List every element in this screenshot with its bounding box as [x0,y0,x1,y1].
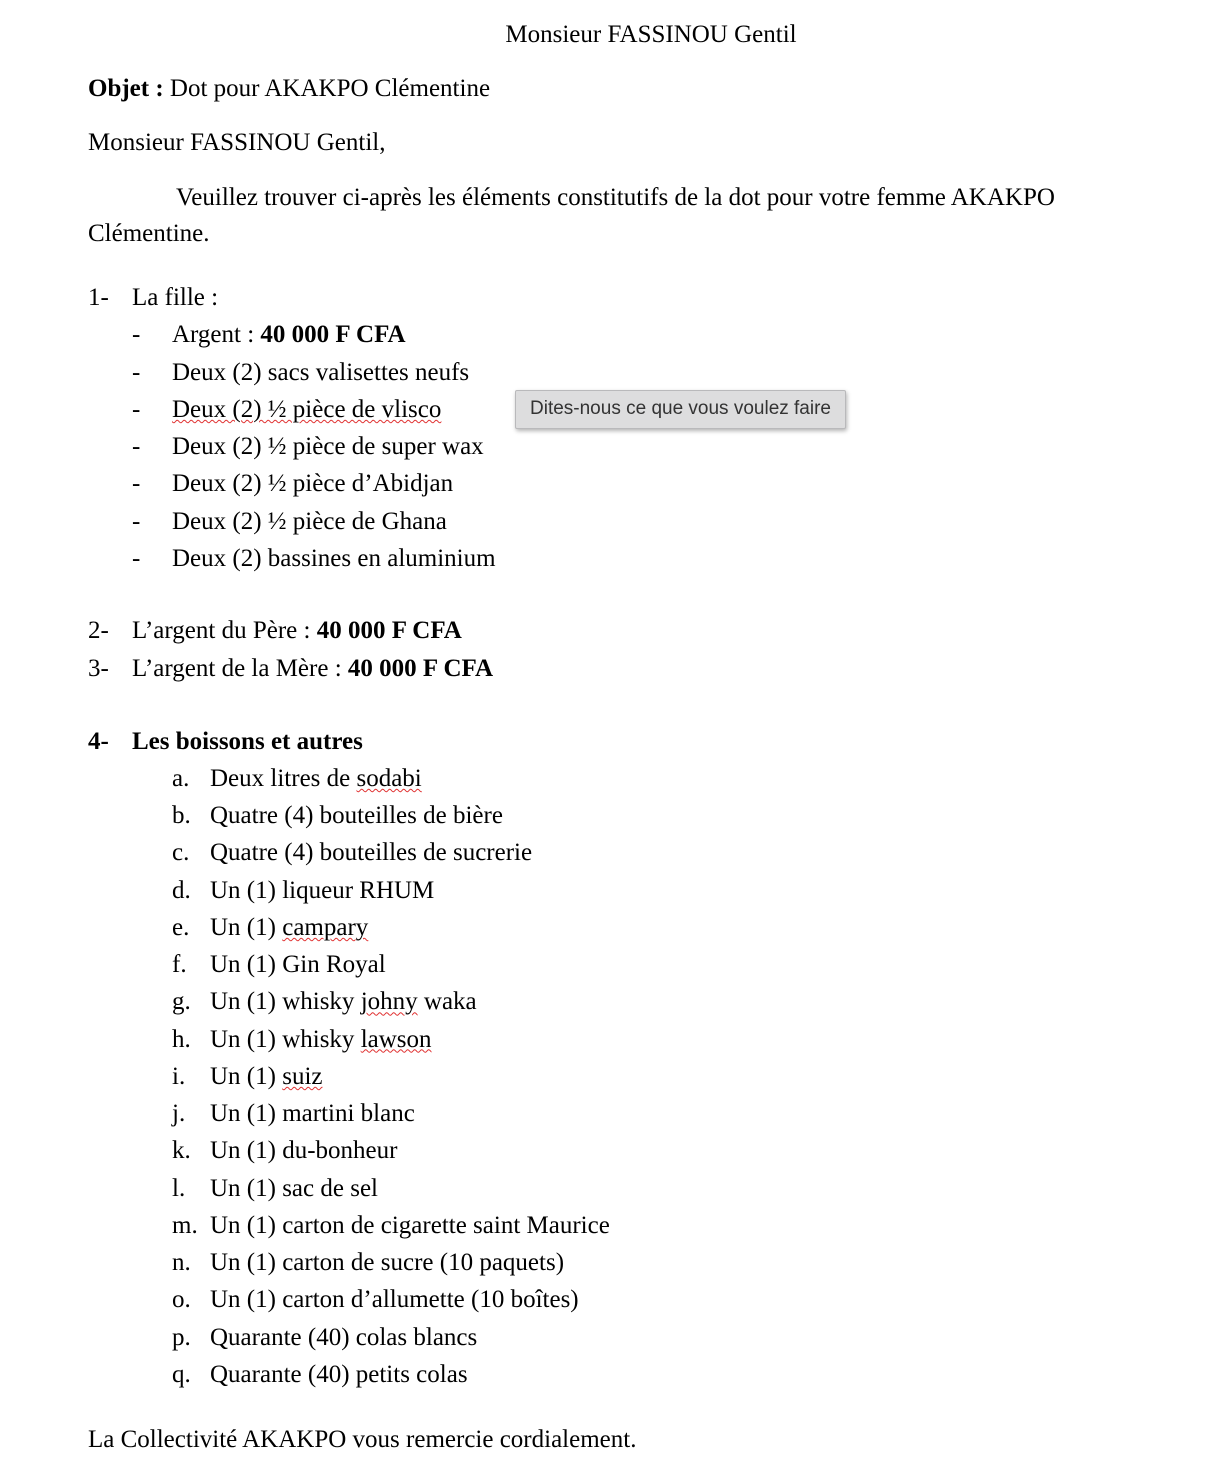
list-item-text: Un (1) martini blanc [210,1100,415,1127]
section-1-list [0,317,1222,577]
list-item-text: Deux (2) sacs valisettes neufs [172,358,470,386]
list-item [0,1059,1222,1095]
list-item-marker: j. [172,1100,186,1127]
list-item [0,947,1222,983]
list-item-text: Quatre (4) bouteilles de bière [210,802,503,829]
list-item-marker: n. [172,1249,191,1276]
list-item-marker: o. [172,1286,191,1314]
list-item [0,761,1222,797]
list-item-text: Quatre (4) bouteilles de sucrerie [210,839,533,867]
list-item-text: Deux (2) ½ pièce d’Abidjan [172,470,454,498]
section-3-heading [0,651,1222,687]
intro-block [0,180,1222,253]
list-item-marker: - [132,433,141,460]
list-item-text: Un (1) whisky johny waka [210,988,477,1016]
section-2-heading [0,613,1222,649]
list-item [0,466,1222,502]
list-item-marker: q. [172,1360,191,1388]
section-2-marker: 2- [88,617,109,644]
list-item [0,1320,1222,1356]
list-item-marker: - [132,321,141,349]
list-item-marker: d. [172,876,191,904]
list-item-text: Deux litres de sodabi [210,764,422,792]
spacer [0,577,1222,611]
list-item-marker: b. [172,802,191,829]
section-2-title: L’argent du Père : [132,617,317,644]
list-item [0,873,1222,909]
section-4-marker: 4- [88,727,109,755]
list-item [0,1245,1222,1281]
list-item-marker: m. [172,1211,198,1239]
tell-me-tooltip: Dites-nous ce que vous voulez faire [515,390,846,429]
section-4-list [0,761,1222,1393]
list-item-text: Un (1) carton d’allumette (10 boîtes) [210,1286,579,1314]
objet-text: Dot pour AKAKPO Clémentine [163,75,491,102]
objet-label: Objet : [88,75,164,102]
list-item-marker: l. [172,1174,186,1202]
list-item [0,910,1222,946]
list-item-text: Un (1) campary [210,913,369,941]
list-item-text: Un (1) du-bonheur [210,1137,398,1165]
list-item [0,1171,1222,1207]
spacer [0,252,1222,278]
list-item [0,317,1222,353]
list-item-text: Quarante (40) colas blancs [210,1323,478,1351]
list-item [0,1133,1222,1169]
salutation: Monsieur FASSINOU Gentil, [88,128,386,156]
section-1-title: La fille : [132,284,219,311]
list-item-text: Un (1) liqueur RHUM [210,876,435,904]
objet-line [88,72,1162,106]
list-item-text: Un (1) Gin Royal [210,951,386,978]
list-item [0,429,1222,465]
list-item-marker: f. [172,951,187,978]
list-item-marker: - [132,507,141,535]
list-item-text: Un (1) suiz [210,1062,323,1090]
list-item-marker: - [132,470,141,498]
list-item-marker: h. [172,1025,191,1053]
list-item-amount: 40 000 F CFA [260,321,406,349]
list-item-marker: g. [172,988,191,1016]
list-item-text: Un (1) carton de sucre (10 paquets) [210,1249,565,1276]
closing-paragraph: La Collectivité AKAKPO vous remercie cordialement. [88,1426,637,1453]
list-item [0,984,1222,1020]
list-item [0,835,1222,871]
list-item-text: Un (1) sac de sel [210,1174,378,1202]
list-item-text: Deux (2) ½ pièce de super wax [172,433,484,460]
list-item-text: Un (1) whisky lawson [210,1025,432,1053]
list-item-text: Deux (2) ½ pièce de Ghana [172,507,447,535]
list-item-text: Deux (2) bassines en aluminium [172,544,496,572]
list-item [0,1022,1222,1058]
intro-paragraph: Veuillez trouver ci-après les éléments constitutifs de la dot pour votre femme AKAKPO Clémentine. [88,183,1055,247]
list-item-text: Argent : [172,321,261,349]
objet-block [0,72,1222,106]
section-1-heading [0,280,1222,316]
list-item [0,541,1222,577]
list-item-marker: p. [172,1323,191,1351]
list-item [0,1208,1222,1244]
list-item [0,798,1222,834]
list-item-marker: - [132,395,141,423]
list-item-marker: - [132,358,141,386]
section-4-heading [0,724,1222,760]
list-item-marker: k. [172,1137,191,1165]
list-item [0,1096,1222,1132]
list-item [0,504,1222,540]
list-item [0,1357,1222,1393]
list-item-marker: i. [172,1062,186,1090]
list-item-marker: - [132,544,141,572]
section-3-amount: 40 000 F CFA [347,655,494,683]
section-4-title: Les boissons et autres [132,727,363,755]
list-item-text: Deux (2) ½ pièce de vlisco [172,395,442,423]
document-header-name: Monsieur FASSINOU Gentil [505,21,797,48]
section-3-marker: 3- [88,655,109,683]
section-3-title: L’argent de la Mère : [132,655,348,683]
list-item [0,1282,1222,1318]
list-item-marker: e. [172,913,190,941]
list-item-marker: a. [172,764,190,792]
list-item-marker: c. [172,839,190,867]
list-item-text: Quarante (40) petits colas [210,1360,468,1388]
section-2-amount: 40 000 F CFA [316,617,462,644]
list-item [0,355,1222,391]
spacer [0,688,1222,722]
list-item-text: Un (1) carton de cigarette saint Maurice [210,1211,610,1239]
section-1-marker: 1- [88,284,109,311]
